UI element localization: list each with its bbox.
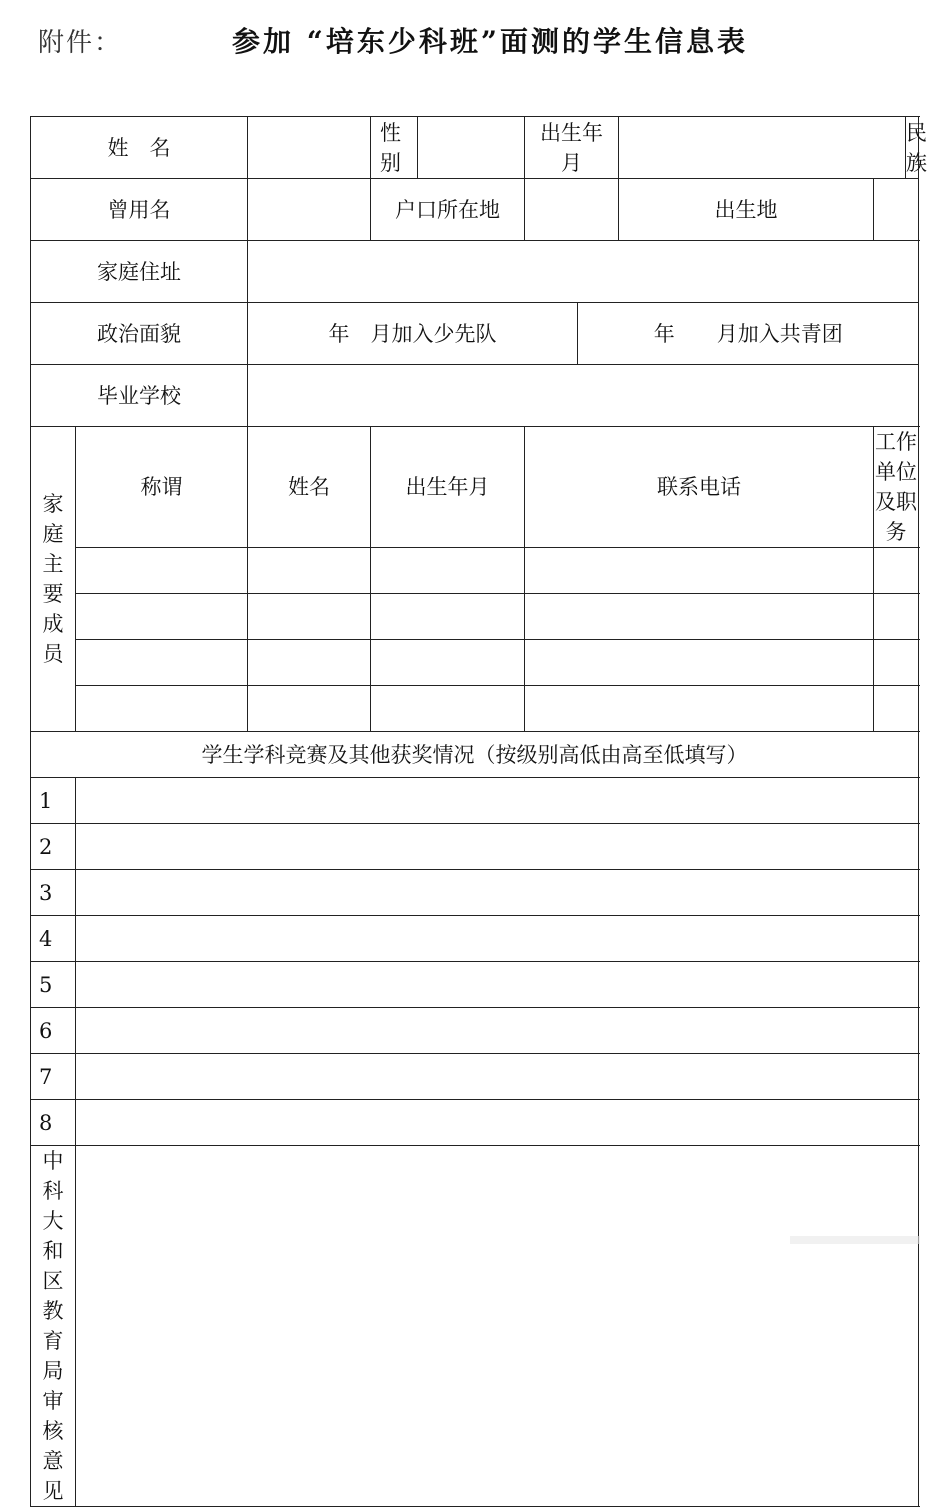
review-field[interactable] (76, 1146, 919, 1507)
attachment-label: 附件： (38, 28, 123, 58)
former-name-label: 曾用名 (31, 179, 248, 241)
family-work-cell[interactable] (874, 548, 919, 594)
award-number: 1 (31, 778, 76, 824)
award-row (31, 1008, 919, 1054)
family-section-label: 家庭主要成员 (31, 427, 76, 732)
hukou-label: 户口所在地 (371, 179, 525, 241)
ethnicity-label: 民族 (906, 117, 919, 179)
award-row (31, 1100, 919, 1146)
form-title: 参加 “培东少科班”面测的学生信息表 (232, 25, 748, 58)
birthplace-label: 出生地 (619, 179, 874, 241)
family-row (31, 640, 919, 686)
review-label: 中科大和区教育局审核意见 (31, 1146, 76, 1507)
gender-field[interactable] (418, 117, 525, 179)
family-birth-cell[interactable] (371, 686, 525, 732)
family-header-phone: 联系电话 (525, 427, 874, 548)
watermark (790, 1236, 920, 1244)
family-phone-cell[interactable] (525, 686, 874, 732)
award-number: 4 (31, 916, 76, 962)
award-row (31, 1054, 919, 1100)
league-field[interactable]: 年 月加入共青团 (578, 303, 919, 365)
school-field[interactable] (248, 365, 919, 427)
birth-field[interactable] (619, 117, 906, 179)
former-name-field[interactable] (248, 179, 371, 241)
award-field[interactable] (76, 870, 919, 916)
award-number: 8 (31, 1100, 76, 1146)
award-field[interactable] (76, 962, 919, 1008)
award-row (31, 870, 919, 916)
family-work-cell[interactable] (874, 594, 919, 640)
family-name-cell[interactable] (248, 640, 371, 686)
award-field[interactable] (76, 1054, 919, 1100)
award-number: 2 (31, 824, 76, 870)
family-name-cell[interactable] (248, 594, 371, 640)
gender-label: 性别 (371, 117, 418, 179)
family-birth-cell[interactable] (371, 548, 525, 594)
family-header-birth: 出生年月 (371, 427, 525, 548)
award-number: 5 (31, 962, 76, 1008)
award-number: 7 (31, 1054, 76, 1100)
family-birth-cell[interactable] (371, 640, 525, 686)
family-relation-cell[interactable] (76, 640, 248, 686)
family-row (31, 686, 919, 732)
family-phone-cell[interactable] (525, 594, 874, 640)
award-field[interactable] (76, 1008, 919, 1054)
award-number: 3 (31, 870, 76, 916)
family-row (31, 548, 919, 594)
birth-label: 出生年月 (525, 117, 619, 179)
award-field[interactable] (76, 824, 919, 870)
pioneers-field[interactable]: 年 月加入少先队 (248, 303, 578, 365)
award-row (31, 778, 919, 824)
award-field[interactable] (76, 1100, 919, 1146)
name-label: 姓 名 (31, 117, 248, 179)
family-name-cell[interactable] (248, 686, 371, 732)
address-field[interactable] (248, 241, 919, 303)
award-row (31, 962, 919, 1008)
birthplace-field[interactable] (874, 179, 919, 241)
award-field[interactable] (76, 778, 919, 824)
family-header-relation: 称谓 (76, 427, 248, 548)
address-label: 家庭住址 (31, 241, 248, 303)
award-field[interactable] (76, 916, 919, 962)
hukou-field[interactable] (525, 179, 619, 241)
family-work-cell[interactable] (874, 640, 919, 686)
family-phone-cell[interactable] (525, 548, 874, 594)
award-number: 6 (31, 1008, 76, 1054)
family-header-name: 姓名 (248, 427, 371, 548)
school-label: 毕业学校 (31, 365, 248, 427)
political-label: 政治面貌 (31, 303, 248, 365)
name-field[interactable] (248, 117, 371, 179)
family-relation-cell[interactable] (76, 686, 248, 732)
family-row (31, 594, 919, 640)
award-row (31, 824, 919, 870)
family-header-work: 工作单位及职务 (874, 427, 919, 548)
family-phone-cell[interactable] (525, 640, 874, 686)
family-relation-cell[interactable] (76, 594, 248, 640)
student-info-form (30, 116, 928, 1507)
family-birth-cell[interactable] (371, 594, 525, 640)
family-name-cell[interactable] (248, 548, 371, 594)
award-row (31, 916, 919, 962)
awards-heading: 学生学科竞赛及其他获奖情况（按级别高低由高至低填写） (31, 732, 919, 778)
family-work-cell[interactable] (874, 686, 919, 732)
family-relation-cell[interactable] (76, 548, 248, 594)
